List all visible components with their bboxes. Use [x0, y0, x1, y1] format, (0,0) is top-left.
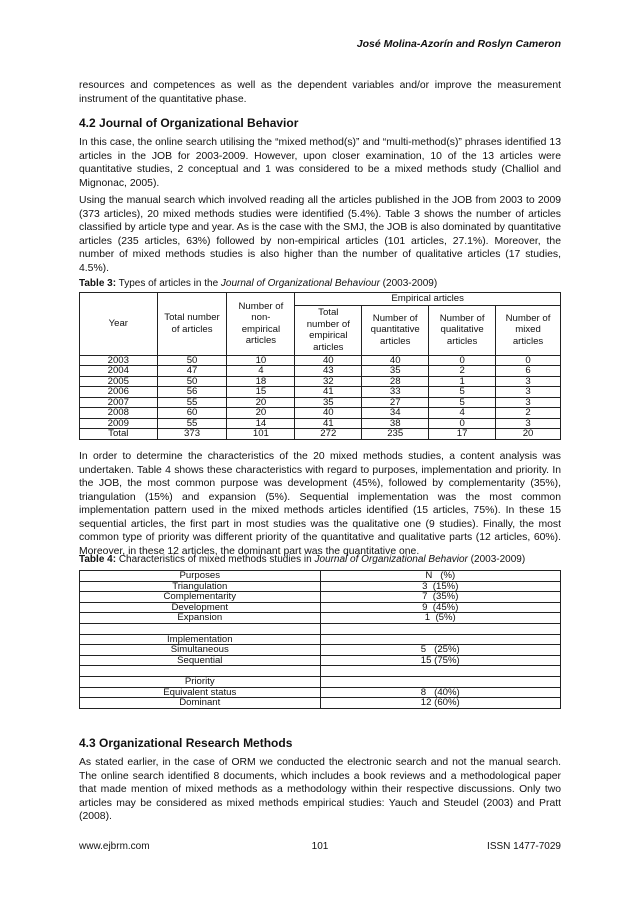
- table-3-cell: Total: [80, 429, 158, 440]
- table-3-cell: 40: [295, 408, 362, 419]
- table-3-cell: 0: [429, 418, 496, 429]
- table-3-cell: 20: [496, 429, 561, 440]
- table-4-caption: Table 4: Characteristics of mixed methods studies in Journal of Organizational Behavior (2003-2009): [79, 554, 526, 565]
- table-3-cell: 32: [295, 376, 362, 387]
- table-4-row: [80, 592, 561, 603]
- table-3-cell: 4: [429, 408, 496, 419]
- table-4-cell: [80, 623, 321, 634]
- table-3-row: [80, 387, 561, 398]
- section-4-3-heading: 4.3 Organizational Research Methods: [79, 736, 293, 750]
- table-3-cell: 20: [227, 397, 295, 408]
- table-4-cell: [80, 666, 321, 677]
- table-3-cell: 2: [429, 366, 496, 377]
- table-4-row: [80, 687, 561, 698]
- table-3: [79, 292, 561, 440]
- table-3-cell: 3: [496, 397, 561, 408]
- table-3-cell: 235: [362, 429, 429, 440]
- table-4-cell: 15 (75%): [320, 655, 560, 666]
- table-3-cell: 33: [362, 387, 429, 398]
- table-3-cell: 2007: [80, 397, 158, 408]
- section-4-2-heading: 4.2 Journal of Organizational Behavior: [79, 116, 299, 130]
- table-3-cell: 3: [496, 418, 561, 429]
- table-4-cell: Priority: [80, 676, 321, 687]
- table-3-header-empirical: Total number of empirical articles: [295, 305, 362, 355]
- table-3-caption: Table 3: Types of articles in the Journal of Organizational Behaviour (2003-2009): [79, 278, 438, 289]
- table-3-cell: 14: [227, 418, 295, 429]
- table-3-cell: 5: [429, 387, 496, 398]
- table-4-cell: 3 (15%): [320, 581, 560, 592]
- table-3-header-total: Total number of articles: [157, 293, 227, 356]
- table-3-cell: 35: [295, 397, 362, 408]
- table-4-row: [80, 623, 561, 634]
- table-3-cell: 18: [227, 376, 295, 387]
- table-3-cell: 2005: [80, 376, 158, 387]
- table-3-cell: 55: [157, 397, 227, 408]
- table-4-cell: Sequential: [80, 655, 321, 666]
- table-3-cell: 28: [362, 376, 429, 387]
- section-4-2-paragraph-3: In order to determine the characteristics of the 20 mixed methods studies, a content analysis was undertaken. Table 4 shows these characteristics with regard to purposes, implementation and priority. In the JOB, the most common purpose was development (45%), followed by complementarity (35%), triangulation (15%) and expansion (5%). Sequential implementation was the most common implementation pattern used in the mixed methods articles identified (15 articles, 75%). In these 15 sequential articles, the first part in most studies was the qualitative one (9 studies). Finally, the most common type of priority was different priority of the quantitative and qualitative parts (12 articles, 60%). Moreover, in these 12 articles, the dominant part was the quantitative one.: [79, 451, 561, 557]
- table-3-cell: 3: [496, 387, 561, 398]
- table-4-cell: Implementation: [80, 634, 321, 645]
- table-4-cell: N (%): [320, 571, 560, 582]
- table-3-cell: 0: [429, 355, 496, 366]
- running-header: José Molina-Azorín and Roslyn Cameron: [356, 38, 561, 50]
- table-4-row: [80, 613, 561, 624]
- table-4-cell: Purposes: [80, 571, 321, 582]
- intro-paragraph: resources and competences as well as the dependent variables and/or improve the measurement instrument of the quantitative phase.: [79, 80, 561, 105]
- table-3-header-nonempirical: Number of non-empirical articles: [227, 293, 295, 356]
- table-3-cell: 34: [362, 408, 429, 419]
- footer-page-number: 101: [311, 841, 329, 852]
- footer-issn: ISSN 1477-7029: [487, 841, 561, 852]
- table-3-cell: 43: [295, 366, 362, 377]
- table-4-cell: Development: [80, 602, 321, 613]
- table-4-cell: 9 (45%): [320, 602, 560, 613]
- table-3-cell: 56: [157, 387, 227, 398]
- table-4-cell: Complementarity: [80, 592, 321, 603]
- table-3-cell: 60: [157, 408, 227, 419]
- table-3-cell: 3: [496, 376, 561, 387]
- table-3-cell: 2006: [80, 387, 158, 398]
- table-4-cell: 12 (60%): [320, 698, 560, 709]
- table-3-row: [80, 408, 561, 419]
- table-3-cell: 2003: [80, 355, 158, 366]
- table-3-cell: 5: [429, 397, 496, 408]
- table-3-cell: 1: [429, 376, 496, 387]
- table-4-row: [80, 645, 561, 656]
- table-3-cell: 373: [157, 429, 227, 440]
- table-3-cell: 38: [362, 418, 429, 429]
- table-3-cell: 17: [429, 429, 496, 440]
- table-4-row: [80, 602, 561, 613]
- table-3-row: [80, 355, 561, 366]
- table-4-cell: [320, 676, 560, 687]
- table-4-cell: Dominant: [80, 698, 321, 709]
- table-4: [79, 570, 561, 709]
- section-4-2-paragraph-1: In this case, the online search utilising the “mixed method(s)” and “multi-method(s)” phrases identified 13 articles in the JOB for 2003-2009. However, upon closer examination, 10 of the 13 articles were quantitative studies, 2 conceptual and 1 was considered to be a mixed methods study (Challiol and Mignonac, 2005).: [79, 137, 561, 189]
- table-4-row: [80, 676, 561, 687]
- table-3-cell: 20: [227, 408, 295, 419]
- table-3-cell: 10: [227, 355, 295, 366]
- table-3-cell: 27: [362, 397, 429, 408]
- table-3-row: [80, 429, 561, 440]
- table-3-cell: 50: [157, 355, 227, 366]
- table-4-cell: Expansion: [80, 613, 321, 624]
- table-3-cell: 41: [295, 418, 362, 429]
- table-3-cell: 2004: [80, 366, 158, 377]
- table-3-cell: 2: [496, 408, 561, 419]
- footer-url: www.ejbrm.com: [79, 841, 150, 852]
- table-4-cell: 5 (25%): [320, 645, 560, 656]
- table-4-cell: Equivalent status: [80, 687, 321, 698]
- table-3-header-mixed: Number of mixed articles: [496, 305, 561, 355]
- table-4-row: [80, 571, 561, 582]
- table-3-cell: 40: [362, 355, 429, 366]
- table-3-cell: 2009: [80, 418, 158, 429]
- table-3-cell: 4: [227, 366, 295, 377]
- table-3-cell: 41: [295, 387, 362, 398]
- table-3-cell: 272: [295, 429, 362, 440]
- table-3-row: [80, 376, 561, 387]
- table-4-row: [80, 634, 561, 645]
- section-4-2-paragraph-2: Using the manual search which involved reading all the articles published in the JOB from 2003 to 2009 (373 articles), 20 mixed methods studies were identified (5.4%). Table 3 shows the number of articles classified by article type and year. As is the case with the SMJ, the JOB is also dominated by quantitative articles (235 articles, 63%) followed by non-empirical articles (101 articles, 27.1%). Moreover, the number of mixed methods studies is also higher than the number of qualitative articles (17 studies, 4.5%).: [79, 195, 561, 274]
- table-3-cell: 0: [496, 355, 561, 366]
- table-4-cell: 7 (35%): [320, 592, 560, 603]
- table-3-header-year: Year: [80, 293, 158, 356]
- table-3-cell: 2008: [80, 408, 158, 419]
- table-4-cell: [320, 623, 560, 634]
- table-3-cell: 15: [227, 387, 295, 398]
- table-3-cell: 50: [157, 376, 227, 387]
- table-4-row: [80, 581, 561, 592]
- table-4-cell: [320, 666, 560, 677]
- table-3-group-header: Empirical articles: [295, 293, 561, 306]
- table-4-row: [80, 698, 561, 709]
- section-4-3-paragraph: As stated earlier, in the case of ORM we conducted the electronic search and not the manual search. The online search identified 8 documents, which includes a book reviews and a methodological paper that made mention of mixed methods as a methodology within their respective discussions. Only two articles may be considered as mixed methods empirical studies: Yauch and Steudel (2003) and Pratt (2008).: [79, 757, 561, 823]
- table-4-cell: 8 (40%): [320, 687, 560, 698]
- table-4-cell: 1 (5%): [320, 613, 560, 624]
- table-3-header-qualitative: Number of qualitative articles: [429, 305, 496, 355]
- table-3-cell: 47: [157, 366, 227, 377]
- table-4-cell: Triangulation: [80, 581, 321, 592]
- table-4-row: [80, 666, 561, 677]
- table-3-cell: 55: [157, 418, 227, 429]
- table-3-cell: 35: [362, 366, 429, 377]
- table-3-cell: 101: [227, 429, 295, 440]
- table-3-cell: 40: [295, 355, 362, 366]
- table-4-cell: [320, 634, 560, 645]
- table-4-row: [80, 655, 561, 666]
- table-3-header-quantitative: Number of quantitative articles: [362, 305, 429, 355]
- table-3-row: [80, 397, 561, 408]
- table-3-row: [80, 418, 561, 429]
- table-3-row: [80, 366, 561, 377]
- table-4-cell: Simultaneous: [80, 645, 321, 656]
- table-3-cell: 6: [496, 366, 561, 377]
